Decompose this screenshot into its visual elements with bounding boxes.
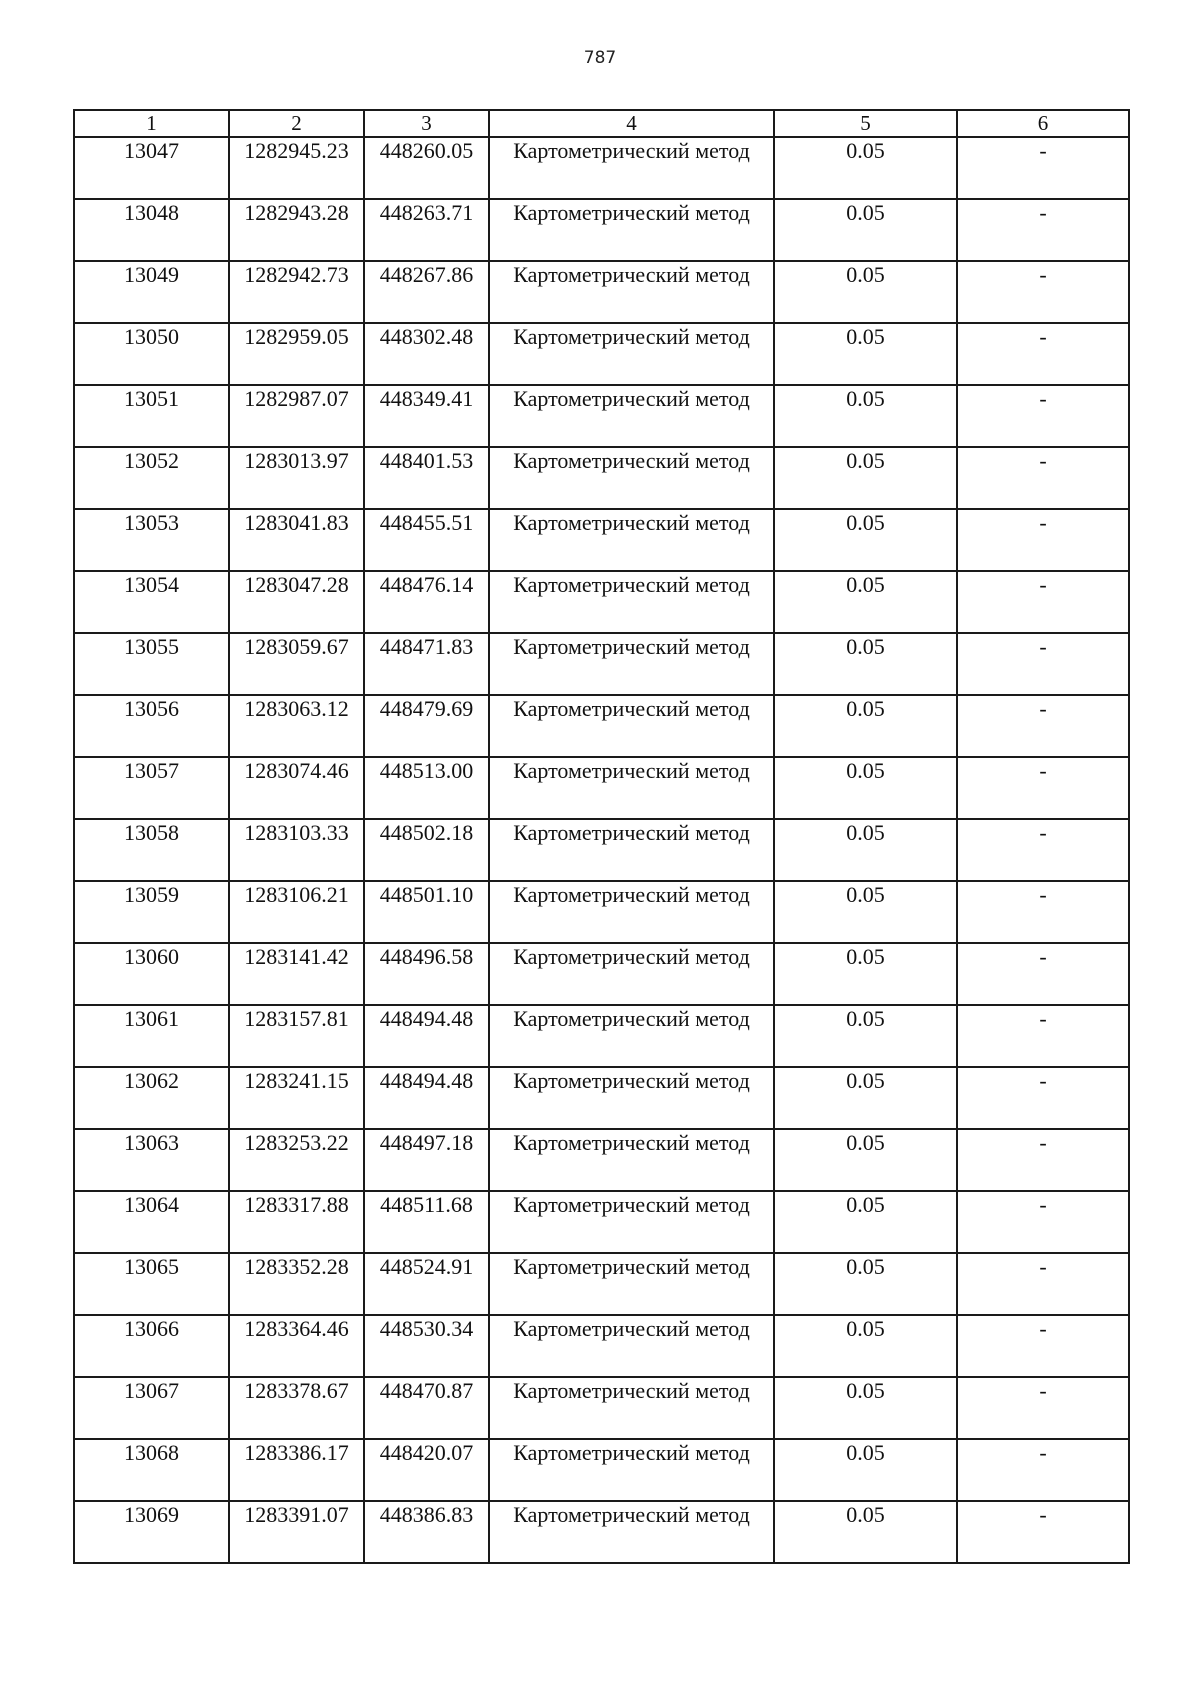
precision-cell: 0.05	[774, 323, 957, 385]
x-coordinate-cell: 1283157.81	[229, 1005, 364, 1067]
method-cell: Картометрический метод	[489, 1253, 774, 1315]
table-row	[74, 137, 1129, 199]
note-cell: -	[957, 385, 1129, 447]
table-row	[74, 1501, 1129, 1563]
method-cell: Картометрический метод	[489, 1315, 774, 1377]
point-number-cell: 13068	[74, 1439, 229, 1501]
column-header: 3	[364, 110, 489, 137]
y-coordinate-cell: 448479.69	[364, 695, 489, 757]
precision-cell: 0.05	[774, 943, 957, 1005]
table-row	[74, 1377, 1129, 1439]
precision-cell: 0.05	[774, 695, 957, 757]
note-cell: -	[957, 571, 1129, 633]
precision-cell: 0.05	[774, 447, 957, 509]
x-coordinate-cell: 1283063.12	[229, 695, 364, 757]
note-cell: -	[957, 819, 1129, 881]
note-cell: -	[957, 261, 1129, 323]
table-body	[74, 137, 1129, 1563]
note-cell: -	[957, 1501, 1129, 1563]
method-cell: Картометрический метод	[489, 1377, 774, 1439]
x-coordinate-cell: 1282945.23	[229, 137, 364, 199]
x-coordinate-cell: 1283241.15	[229, 1067, 364, 1129]
precision-cell: 0.05	[774, 881, 957, 943]
precision-cell: 0.05	[774, 199, 957, 261]
y-coordinate-cell: 448455.51	[364, 509, 489, 571]
y-coordinate-cell: 448476.14	[364, 571, 489, 633]
method-cell: Картометрический метод	[489, 1501, 774, 1563]
method-cell: Картометрический метод	[489, 881, 774, 943]
table-row	[74, 1315, 1129, 1377]
method-cell: Картометрический метод	[489, 1439, 774, 1501]
table-row	[74, 571, 1129, 633]
precision-cell: 0.05	[774, 1253, 957, 1315]
x-coordinate-cell: 1283364.46	[229, 1315, 364, 1377]
y-coordinate-cell: 448471.83	[364, 633, 489, 695]
precision-cell: 0.05	[774, 819, 957, 881]
point-number-cell: 13049	[74, 261, 229, 323]
note-cell: -	[957, 943, 1129, 1005]
y-coordinate-cell: 448260.05	[364, 137, 489, 199]
precision-cell: 0.05	[774, 1129, 957, 1191]
note-cell: -	[957, 695, 1129, 757]
precision-cell: 0.05	[774, 385, 957, 447]
column-header: 1	[74, 110, 229, 137]
method-cell: Картометрический метод	[489, 385, 774, 447]
method-cell: Картометрический метод	[489, 571, 774, 633]
table-row	[74, 695, 1129, 757]
precision-cell: 0.05	[774, 137, 957, 199]
note-cell: -	[957, 323, 1129, 385]
table-row	[74, 323, 1129, 385]
x-coordinate-cell: 1283253.22	[229, 1129, 364, 1191]
y-coordinate-cell: 448267.86	[364, 261, 489, 323]
table-header-row	[74, 110, 1129, 137]
method-cell: Картометрический метод	[489, 261, 774, 323]
method-cell: Картометрический метод	[489, 1129, 774, 1191]
y-coordinate-cell: 448501.10	[364, 881, 489, 943]
x-coordinate-cell: 1283386.17	[229, 1439, 364, 1501]
table-row	[74, 1067, 1129, 1129]
y-coordinate-cell: 448470.87	[364, 1377, 489, 1439]
x-coordinate-cell: 1283391.07	[229, 1501, 364, 1563]
x-coordinate-cell: 1282943.28	[229, 199, 364, 261]
point-number-cell: 13067	[74, 1377, 229, 1439]
y-coordinate-cell: 448349.41	[364, 385, 489, 447]
y-coordinate-cell: 448302.48	[364, 323, 489, 385]
x-coordinate-cell: 1282987.07	[229, 385, 364, 447]
method-cell: Картометрический метод	[489, 757, 774, 819]
y-coordinate-cell: 448502.18	[364, 819, 489, 881]
note-cell: -	[957, 1439, 1129, 1501]
y-coordinate-cell: 448494.48	[364, 1067, 489, 1129]
table-row	[74, 385, 1129, 447]
y-coordinate-cell: 448494.48	[364, 1005, 489, 1067]
y-coordinate-cell: 448524.91	[364, 1253, 489, 1315]
method-cell: Картометрический метод	[489, 1005, 774, 1067]
point-number-cell: 13047	[74, 137, 229, 199]
method-cell: Картометрический метод	[489, 323, 774, 385]
precision-cell: 0.05	[774, 1067, 957, 1129]
precision-cell: 0.05	[774, 633, 957, 695]
note-cell: -	[957, 199, 1129, 261]
table-row	[74, 1191, 1129, 1253]
precision-cell: 0.05	[774, 1377, 957, 1439]
column-header: 6	[957, 110, 1129, 137]
point-number-cell: 13048	[74, 199, 229, 261]
y-coordinate-cell: 448401.53	[364, 447, 489, 509]
point-number-cell: 13057	[74, 757, 229, 819]
precision-cell: 0.05	[774, 1501, 957, 1563]
note-cell: -	[957, 1005, 1129, 1067]
table-row	[74, 943, 1129, 1005]
note-cell: -	[957, 1129, 1129, 1191]
method-cell: Картометрический метод	[489, 199, 774, 261]
y-coordinate-cell: 448496.58	[364, 943, 489, 1005]
column-header: 4	[489, 110, 774, 137]
point-number-cell: 13056	[74, 695, 229, 757]
x-coordinate-cell: 1282942.73	[229, 261, 364, 323]
precision-cell: 0.05	[774, 1439, 957, 1501]
page-number: 787	[583, 48, 617, 68]
method-cell: Картометрический метод	[489, 633, 774, 695]
point-number-cell: 13069	[74, 1501, 229, 1563]
table-row	[74, 1005, 1129, 1067]
table-row	[74, 261, 1129, 323]
table-row	[74, 881, 1129, 943]
precision-cell: 0.05	[774, 1315, 957, 1377]
note-cell: -	[957, 1253, 1129, 1315]
precision-cell: 0.05	[774, 261, 957, 323]
y-coordinate-cell: 448511.68	[364, 1191, 489, 1253]
x-coordinate-cell: 1283013.97	[229, 447, 364, 509]
y-coordinate-cell: 448497.18	[364, 1129, 489, 1191]
method-cell: Картометрический метод	[489, 1067, 774, 1129]
note-cell: -	[957, 1191, 1129, 1253]
note-cell: -	[957, 1067, 1129, 1129]
y-coordinate-cell: 448263.71	[364, 199, 489, 261]
x-coordinate-cell: 1283106.21	[229, 881, 364, 943]
table-row	[74, 447, 1129, 509]
note-cell: -	[957, 1377, 1129, 1439]
table-row	[74, 757, 1129, 819]
x-coordinate-cell: 1283141.42	[229, 943, 364, 1005]
table-row	[74, 509, 1129, 571]
method-cell: Картометрический метод	[489, 819, 774, 881]
precision-cell: 0.05	[774, 757, 957, 819]
table-row	[74, 1253, 1129, 1315]
precision-cell: 0.05	[774, 1191, 957, 1253]
point-number-cell: 13054	[74, 571, 229, 633]
precision-cell: 0.05	[774, 1005, 957, 1067]
note-cell: -	[957, 137, 1129, 199]
note-cell: -	[957, 447, 1129, 509]
point-number-cell: 13058	[74, 819, 229, 881]
table-row	[74, 1439, 1129, 1501]
note-cell: -	[957, 757, 1129, 819]
table-row	[74, 633, 1129, 695]
x-coordinate-cell: 1283059.67	[229, 633, 364, 695]
point-number-cell: 13066	[74, 1315, 229, 1377]
method-cell: Картометрический метод	[489, 137, 774, 199]
precision-cell: 0.05	[774, 571, 957, 633]
point-number-cell: 13060	[74, 943, 229, 1005]
table-row	[74, 199, 1129, 261]
point-number-cell: 13059	[74, 881, 229, 943]
note-cell: -	[957, 633, 1129, 695]
point-number-cell: 13062	[74, 1067, 229, 1129]
x-coordinate-cell: 1283352.28	[229, 1253, 364, 1315]
x-coordinate-cell: 1283378.67	[229, 1377, 364, 1439]
method-cell: Картометрический метод	[489, 509, 774, 571]
column-header: 5	[774, 110, 957, 137]
x-coordinate-cell: 1283041.83	[229, 509, 364, 571]
point-number-cell: 13055	[74, 633, 229, 695]
point-number-cell: 13050	[74, 323, 229, 385]
point-number-cell: 13063	[74, 1129, 229, 1191]
x-coordinate-cell: 1283317.88	[229, 1191, 364, 1253]
x-coordinate-cell: 1283074.46	[229, 757, 364, 819]
point-number-cell: 13065	[74, 1253, 229, 1315]
y-coordinate-cell: 448530.34	[364, 1315, 489, 1377]
point-number-cell: 13052	[74, 447, 229, 509]
point-number-cell: 13051	[74, 385, 229, 447]
method-cell: Картометрический метод	[489, 1191, 774, 1253]
x-coordinate-cell: 1282959.05	[229, 323, 364, 385]
note-cell: -	[957, 1315, 1129, 1377]
method-cell: Картометрический метод	[489, 943, 774, 1005]
note-cell: -	[957, 509, 1129, 571]
y-coordinate-cell: 448513.00	[364, 757, 489, 819]
table-row	[74, 819, 1129, 881]
y-coordinate-cell: 448420.07	[364, 1439, 489, 1501]
point-number-cell: 13053	[74, 509, 229, 571]
x-coordinate-cell: 1283047.28	[229, 571, 364, 633]
precision-cell: 0.05	[774, 509, 957, 571]
table-row	[74, 1129, 1129, 1191]
point-number-cell: 13064	[74, 1191, 229, 1253]
point-number-cell: 13061	[74, 1005, 229, 1067]
column-header: 2	[229, 110, 364, 137]
coordinates-table	[73, 109, 1130, 1564]
y-coordinate-cell: 448386.83	[364, 1501, 489, 1563]
x-coordinate-cell: 1283103.33	[229, 819, 364, 881]
method-cell: Картометрический метод	[489, 695, 774, 757]
method-cell: Картометрический метод	[489, 447, 774, 509]
note-cell: -	[957, 881, 1129, 943]
